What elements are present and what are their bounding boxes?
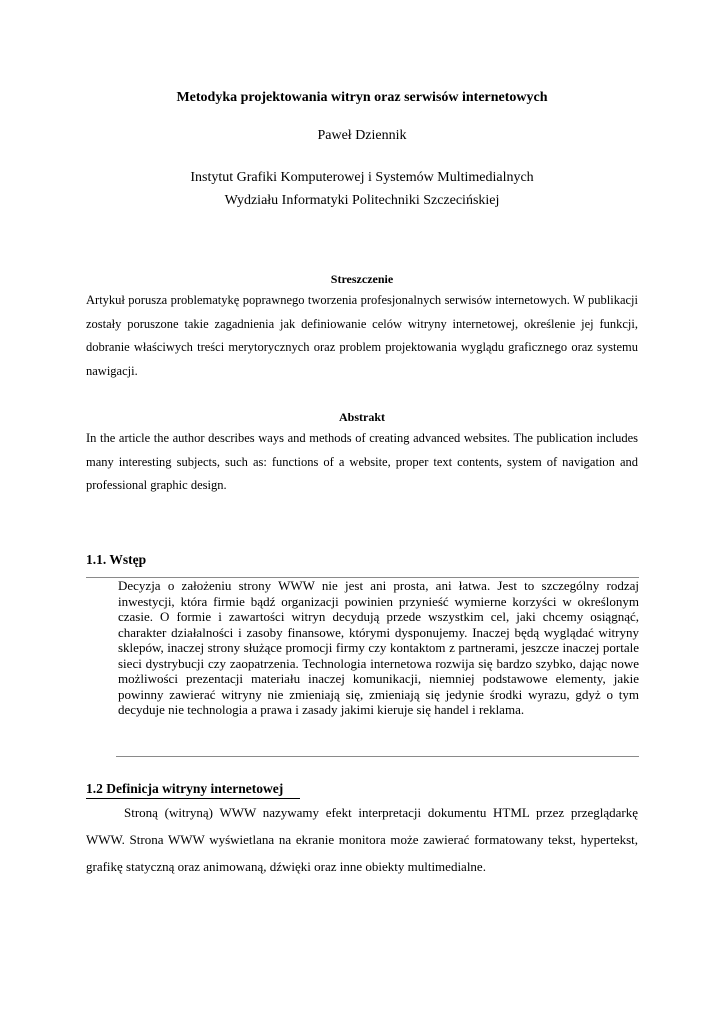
affiliation-line-1: Instytut Grafiki Komputerowej i Systemów Multimedialnych: [190, 170, 534, 185]
affiliation-line-2: Wydziału Informatyki Politechniki Szczecińskiej: [224, 193, 500, 208]
definicja-paragraph: [86, 799, 638, 880]
section-heading-definicja: 1.2 Definicja witryny internetowej: [86, 781, 284, 796]
section-heading-wstep: 1.1. Wstęp: [86, 552, 147, 567]
abstrakt-text: In the article the author describes ways and methods of creating advanced websites. The publication includes many interesting subjects, such as: functions of a website, proper text contents, system of navigation and professional graphic design.: [86, 431, 638, 492]
section-rule-bottom: [116, 756, 639, 757]
abstrakt-heading: Abstrakt: [338, 410, 385, 424]
paper-title: Metodyka projektowania witryn oraz serwisów internetowych: [176, 90, 548, 105]
wstep-text: Decyzja o założeniu strony WWW nie jest ani prosta, ani łatwa. Jest to szczególny rodzaj inwestycji, która firmie bądź organizacji powinien przynieść wymierne korzyści w określonym czasie. O formie i zawartości witryn decydują przede wszystkim cel, jaki chcemy osiągnąć, charakter działalności i zasoby finansowe, którymi dysponujemy. Inaczej będą wyglądać witryny sklepów, inaczej strony służące promocji firmy czy kontaktom z partnerami, jeszcze inaczej portale sieci dystrybucji czy zaopatrzenia. Technologia internetowa rozwija się bardzo szybko, dając nowe możliwości prezentacji materiału inaczej komunikacji, niemniej podstawowe elementy, jakie powinny zawierać witryny nie zmieniają się, zmieniają się jedynie środki wyrazu, gdyż o tym decyduje nie technologia a prawa i zasady jakimi kieruje się handel i reklama.: [118, 578, 639, 717]
author-name: Paweł Dziennik: [317, 128, 407, 143]
definicja-text: Stroną (witryną) WWW nazywamy efekt interpretacji dokumentu HTML przez przeglądarkę WWW. Strona WWW wyświetlana na ekranie monitora może zawierać formatowany tekst, hypertekst, grafikę statyczną oraz animowaną, dźwięki oraz inne obiekty multimedialne.: [86, 805, 638, 874]
streszczenie-heading: Streszczenie: [330, 272, 394, 286]
streszczenie-text: Artykuł porusza problematykę poprawnego tworzenia profesjonalnych serwisów internetowych. W publikacji zostały poruszone takie zagadnienia jak definiowanie celów witryny internetowej, określenie jej funkcji, dobranie właściwych treści merytorycznych oraz problem projektowania wyglądu graficznego oraz systemu nawigacji.: [86, 293, 638, 378]
